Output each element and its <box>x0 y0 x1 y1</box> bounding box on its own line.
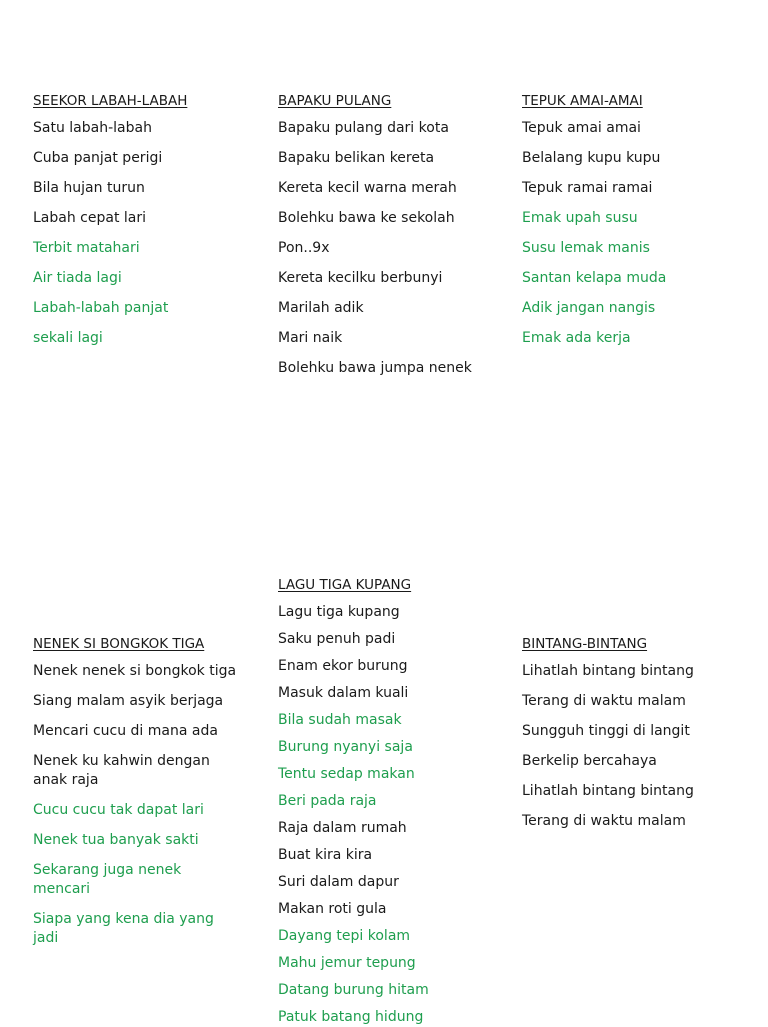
lyric-line: Belalang kupu kupu <box>522 150 661 166</box>
song-title: BAPAKU PULANG <box>278 93 392 109</box>
lyric-line-highlight: Patuk batang hidung <box>278 1009 424 1025</box>
lyric-line: Suri dalam dapur <box>278 874 399 890</box>
lyric-line: Raja dalam rumah <box>278 820 407 836</box>
lyric-line: Masuk dalam kuali <box>278 685 409 701</box>
lyric-line: Nenek nenek si bongkok tiga <box>33 663 237 679</box>
lyric-line-highlight: Bila sudah masak <box>278 712 402 728</box>
lyric-line-highlight: Sekarang juga nenek mencari <box>33 862 182 897</box>
lyric-line: Lihatlah bintang bintang <box>522 663 694 679</box>
lyric-line-highlight: Burung nyanyi saja <box>278 739 413 755</box>
lyric-line-highlight: Dayang tepi kolam <box>278 928 411 944</box>
lyric-line: Labah cepat lari <box>33 210 146 226</box>
lyric-line: Saku penuh padi <box>278 631 396 647</box>
lyric-line: Berkelip bercahaya <box>522 753 657 769</box>
song-title: NENEK SI BONGKOK TIGA <box>33 636 205 652</box>
lyric-line: Terang di waktu malam <box>522 813 686 829</box>
lyric-line-highlight: Siapa yang kena dia yang jadi <box>33 911 214 946</box>
lyric-line-highlight: Tentu sedap makan <box>278 766 415 782</box>
song-title: TEPUK AMAI-AMAI <box>522 93 643 109</box>
lyric-line-highlight: Terbit matahari <box>33 240 140 256</box>
lyric-line-highlight: Beri pada raja <box>278 793 377 809</box>
lyric-line: Lihatlah bintang bintang <box>522 783 694 799</box>
song-title: LAGU TIGA KUPANG <box>278 577 412 593</box>
lyric-line-highlight: Nenek tua banyak sakti <box>33 832 199 848</box>
lyric-line: Siang malam asyik berjaga <box>33 693 224 709</box>
song-bapaku-pulang <box>278 93 508 378</box>
lyric-line: Mari naik <box>278 330 343 346</box>
lyric-line-highlight: Cucu cucu tak dapat lari <box>33 802 204 818</box>
lyric-line: Pon..9x <box>278 240 330 256</box>
lyric-line: Buat kira kira <box>278 847 373 863</box>
song-nenek-si-bongkok-tiga <box>33 636 248 948</box>
lyric-line: Bila hujan turun <box>33 180 145 196</box>
song-title: SEEKOR LABAH-LABAH <box>33 93 188 109</box>
lyric-line: Mencari cucu di mana ada <box>33 723 218 739</box>
lyric-line: Bapaku belikan kereta <box>278 150 435 166</box>
lyric-line: Kereta kecil warna merah <box>278 180 457 196</box>
song-title: BINTANG-BINTANG <box>522 636 648 652</box>
lyric-line-highlight: Susu lemak manis <box>522 240 650 256</box>
lyric-line: Marilah adik <box>278 300 364 316</box>
lyric-line: Bolehku bawa jumpa nenek <box>278 360 472 376</box>
lyric-line: Sungguh tinggi di langit <box>522 723 690 739</box>
lyric-line: Satu labah-labah <box>33 120 152 136</box>
song-bintang-bintang <box>522 636 742 831</box>
lyric-line-highlight: Adik jangan nangis <box>522 300 656 316</box>
song-lagu-tiga-kupang <box>278 577 508 1027</box>
lyric-line: Makan roti gula <box>278 901 387 917</box>
lyric-line: Enam ekor burung <box>278 658 408 674</box>
lyric-line: Lagu tiga kupang <box>278 604 400 620</box>
lyric-line-highlight: Santan kelapa muda <box>522 270 667 286</box>
lyric-line: Bolehku bawa ke sekolah <box>278 210 455 226</box>
lyric-line: Tepuk amai amai <box>522 120 641 136</box>
song-tepuk-amai-amai <box>522 93 742 348</box>
lyric-line-highlight: Datang burung hitam <box>278 982 429 998</box>
lyric-line-highlight: Emak ada kerja <box>522 330 631 346</box>
lyric-line: Bapaku pulang dari kota <box>278 120 449 136</box>
lyric-line-highlight: Air tiada lagi <box>33 270 122 286</box>
lyric-line: Nenek ku kahwin dengan anak raja <box>33 753 210 788</box>
lyric-line-highlight: sekali lagi <box>33 330 103 346</box>
lyric-line: Cuba panjat perigi <box>33 150 163 166</box>
lyric-line: Terang di waktu malam <box>522 693 686 709</box>
lyric-line: Kereta kecilku berbunyi <box>278 270 443 286</box>
lyric-line-highlight: Emak upah susu <box>522 210 638 226</box>
song-seekor-labah-labah <box>33 93 253 348</box>
lyric-line-highlight: Mahu jemur tepung <box>278 955 416 971</box>
lyric-line: Tepuk ramai ramai <box>522 180 653 196</box>
lyric-line-highlight: Labah-labah panjat <box>33 300 169 316</box>
